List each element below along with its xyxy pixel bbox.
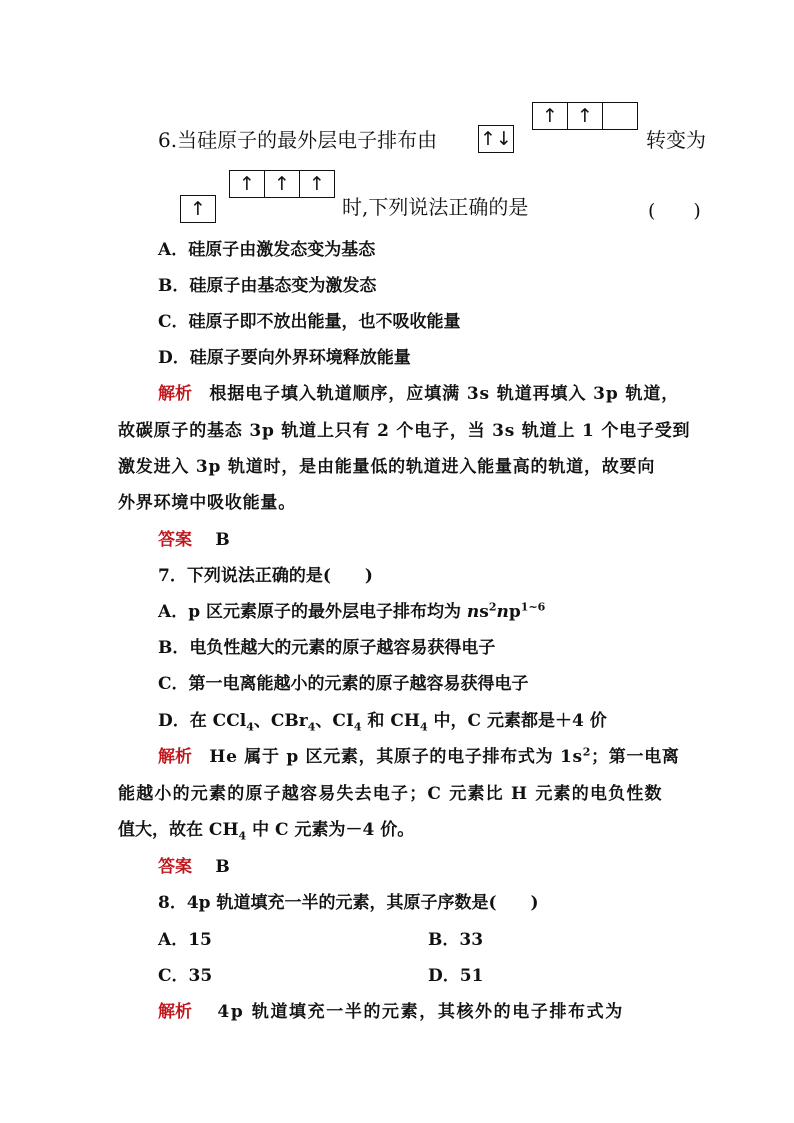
q6-stem-line2: 时,下列说法正确的是 [342,195,529,219]
analysis-text: He 属于 p 区元素，其原子的电子排布式为 $1s^2$；第一电离 [209,745,680,767]
q7-option-d: D．在 CCl$_4$、CBr$_4$、$CI_4$ 和 $CH_4$ 中，C 元素都是＋4 价 [158,711,607,734]
orbital-cell: ↑ [533,103,568,129]
orbital-box-3p-before [532,102,638,130]
q6-answer-paren: ( ) [648,200,701,222]
q8-option-a: A．15 [158,930,212,950]
q6-option-d: D．硅原子要向外界环境释放能量 [158,348,411,368]
q6-analysis-line3: 激发进入 3p 轨道时，是由能量低的轨道进入能量高的轨道，故要向 [118,457,656,477]
orbital-box-3s-before [478,125,514,153]
orbital-cell: ↑↓ [480,128,512,150]
q6-option-a: A．硅原子由激发态变为基态 [158,240,376,260]
q7-answer [158,856,230,878]
q7-analysis-line2: 能越小的元素的原子越容易失去电子；C 元素比 H 元素的电负性数 [118,784,663,804]
q6-option-c: C．硅原子即不放出能量，也不吸收能量 [158,312,461,332]
orbital-cell: ↑ [190,198,206,220]
orbital-box-3s-after [180,195,216,223]
q8-option-b: B．33 [428,930,484,950]
answer-label: 答案 [158,857,192,877]
orbital-cell: ↑ [568,103,603,129]
orbital-cell [603,103,637,129]
q8-option-d: D．51 [428,966,484,986]
q8-option-c: C．35 [158,966,213,986]
analysis-label: 解析 [158,384,192,404]
q7-option-b: B．电负性越大的元素的原子越容易获得电子 [158,638,496,658]
q6-option-b: B．硅原子由基态变为激发态 [158,276,377,296]
analysis-text: 4p 轨道填充一半的元素，其核外的电子排布式为 [217,1002,624,1022]
analysis-label: 解析 [158,1002,192,1022]
q7-option-c: C．第一电离能越小的元素的原子越容易获得电子 [158,674,529,694]
orbital-box-3p-after [229,170,335,198]
answer-value: B [215,530,230,550]
orbital-cell: ↑ [265,171,300,197]
q7-analysis-line3: 值大，故在 $CH_4$ 中 C 元素为－4 价。 [118,820,415,843]
q6-answer [158,529,230,551]
analysis-label: 解析 [158,747,192,767]
q7-stem: 7．下列说法正确的是( ) [158,566,373,586]
orbital-cell: ↑ [309,173,325,195]
answer-label: 答案 [158,530,192,550]
q8-analysis-line1 [158,1001,624,1023]
q6-stem-line1-suffix: 转变为 [646,128,706,152]
q8-stem: 8．4p 轨道填充一半的元素，其原子序数是( ) [158,893,539,913]
q6-analysis-line4: 外界环境中吸收能量。 [118,493,296,513]
q6-analysis-line2: 故碳原子的基态 3p 轨道上只有 2 个电子，当 3s 轨道上 1 个电子受到 [118,421,691,441]
q7-analysis-line1 [158,746,680,768]
q7-option-a: A．p 区元素原子的最外层电子排布均为 $ns^2np^{1\sim 6}$ [158,600,546,622]
q6-stem-line1: 6.当硅原子的最外层电子排布由 [158,128,438,152]
answer-value: B [215,857,230,877]
q6-analysis-line1 [158,383,679,405]
analysis-text: 根据电子填入轨道顺序，应填满 3s 轨道再填入 3p 轨道， [209,384,680,404]
orbital-cell: ↑ [230,171,265,197]
